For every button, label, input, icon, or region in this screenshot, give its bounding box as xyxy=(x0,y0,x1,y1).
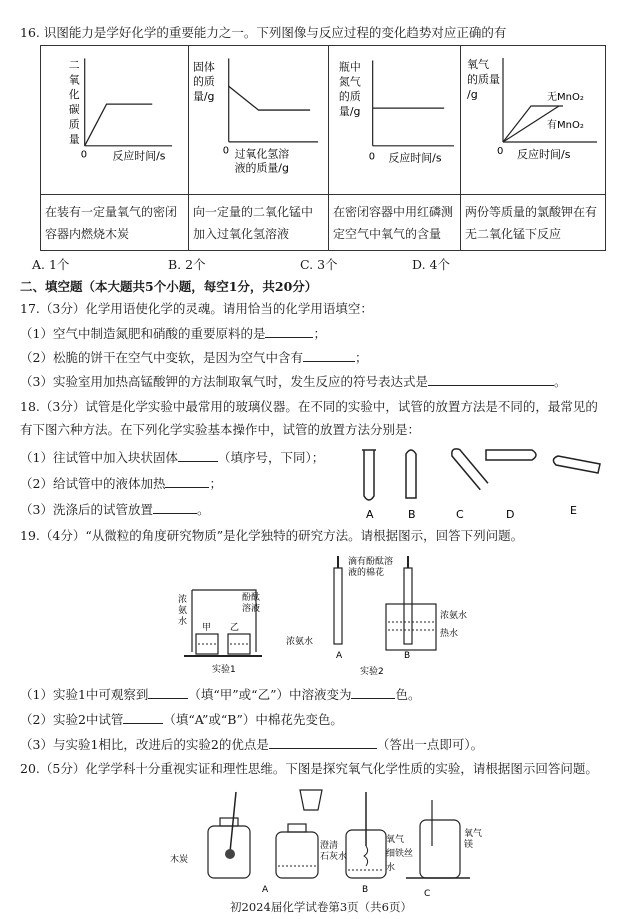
g1-y0: 二 xyxy=(68,58,80,72)
g4-legend-yes: 有MnO₂ xyxy=(547,120,584,131)
q16-desc-4: 两份等质量的氯酸钾在有无二氧化锰下反应 xyxy=(461,194,605,250)
q17-item-1: （1）空气中制造氮肥和硝酸的重要原料的是 ； xyxy=(20,326,326,341)
g4-y2: /g xyxy=(467,88,478,101)
q17-item-3-text: （3）实验室用加热高锰酸钾的方法制取氧气时，发生反应的符号表达式是 xyxy=(20,374,428,389)
section-heading: 二、填空题（本大题共5个小题，每空1分，共20分） xyxy=(20,279,318,294)
q18-item-1-text: （1）往试管中加入块状固体 xyxy=(20,450,178,465)
q19-item-1-text: （1）实验1中可观察到 xyxy=(20,687,149,702)
q17-item-3: （3）实验室用加热高锰酸钾的方法制取氧气时，发生反应的符号表达式是 。 xyxy=(20,374,567,389)
tube-label-c: C xyxy=(456,508,464,521)
g1-y2: 化 xyxy=(68,88,80,102)
tube-b-icon xyxy=(406,450,416,498)
g3-y0: 瓶中 xyxy=(338,60,361,74)
q18-item-1-suffix: （填序号，下同）； xyxy=(217,450,325,465)
exp1-right-label-0: 酚酞 xyxy=(242,593,261,603)
g2-xlabel-0: 过氧化氢溶 xyxy=(234,147,290,161)
q19-item-3-end: （答出一点即可）。 xyxy=(376,737,484,752)
g1-y3: 碳 xyxy=(68,103,80,117)
q19-item-1 xyxy=(20,685,420,704)
g1-y1: 氧 xyxy=(68,73,80,87)
q16-cell-3 xyxy=(329,46,461,250)
q19-item-2-end: （填“A”或“B”）中棉花先变色。 xyxy=(163,712,343,727)
q20-stem: 20.（5分）化学学科十分重视实证和理性思维。下图是探究氧气化学性质的实验，请根据图示回答问题。 xyxy=(20,761,598,776)
q16-graph-2 xyxy=(189,46,328,194)
label-water: 水 xyxy=(386,863,396,873)
g2-origin: 0 xyxy=(222,145,230,157)
fig-a-icon xyxy=(208,792,250,878)
q18-blank-3[interactable] xyxy=(153,500,197,514)
exp2-cotton-label-0: 滴有酚酞溶 xyxy=(348,557,394,567)
q17-item-1-text: （1）空气中制造氮肥和硝酸的重要原料的是 xyxy=(20,326,266,341)
q16-option-b[interactable]: B. 2个 xyxy=(168,257,206,272)
exp1-left-label-2: 水 xyxy=(178,617,188,627)
q19-item-1-end: 色。 xyxy=(395,687,421,702)
g2-y0: 固体 xyxy=(192,60,215,74)
exp2-ammonia-label: 浓氨水 xyxy=(440,611,468,621)
q17-blank-2[interactable] xyxy=(303,348,355,362)
exp2-ammonia-left: 浓氨水 xyxy=(286,637,314,647)
q17-blank-1[interactable] xyxy=(265,324,313,338)
g4-legend-no: 无MnO₂ xyxy=(547,92,584,103)
q17-item-2-text: （2）松脆的饼干在空气中变软，是因为空气中含有 xyxy=(20,350,303,365)
q17-blank-3[interactable] xyxy=(428,372,554,386)
exp2-caption: 实验2 xyxy=(360,667,384,677)
q16-cell-2 xyxy=(189,46,329,250)
tube-e-icon xyxy=(553,456,600,473)
tube-label-d: D xyxy=(506,508,515,521)
exp2-hot-water: 热水 xyxy=(440,629,459,639)
exp1-yi: 乙 xyxy=(230,623,240,633)
g4-y0: 氧气 xyxy=(467,58,489,71)
q16-graph-1 xyxy=(41,46,188,194)
q16-option-a[interactable]: A. 1个 xyxy=(32,257,70,272)
q16-g1-ylabel xyxy=(69,58,80,145)
tube-d-icon xyxy=(486,450,536,460)
page-footer: 初2024届化学试卷第3页（共6页） xyxy=(230,900,412,914)
label-oxygen-bottle-0: 氧气 xyxy=(464,829,483,839)
q17-stem: 17.（3分）化学用语使化学的灵魂。请用恰当的化学用语填空： xyxy=(20,301,373,316)
g3-y3: 量/g xyxy=(338,105,361,119)
label-charcoal: 木炭 xyxy=(170,855,189,865)
q16-desc-2: 向一定量的二氧化锰中加入过氧化氢溶液 xyxy=(189,194,328,250)
label-wire: 细铁丝 xyxy=(386,849,414,859)
q16-graph-3 xyxy=(329,46,460,194)
q18-item-2-text: （2）给试管中的液体加热 xyxy=(20,476,166,491)
q19-blank-4[interactable] xyxy=(269,735,377,749)
g4-origin: 0 xyxy=(497,146,504,157)
q18-item-3: （3）洗涤后的试管放置 。 xyxy=(20,502,210,517)
g4-xlabel: 反应时间/s xyxy=(517,148,571,161)
q18-item-3-text: （3）洗涤后的试管放置 xyxy=(20,502,153,517)
g1-origin: 0 xyxy=(80,149,88,161)
label-limewater-1: 石灰水 xyxy=(320,852,348,862)
q19-experiment-1 xyxy=(176,580,268,682)
q16-cell-1 xyxy=(41,46,189,250)
q16-graph-4 xyxy=(461,46,605,194)
g1-xlabel: 反应时间/s xyxy=(112,149,166,163)
q16-desc-3: 在密闭容器中用红磷测定空气中氧气的含量 xyxy=(329,194,460,250)
q19-item-3 xyxy=(20,735,483,754)
q19-item-2-text: （2）实验2中试管 xyxy=(20,712,124,727)
q16-cell-4 xyxy=(461,46,605,250)
q18-blank-1[interactable] xyxy=(178,448,218,462)
q16-option-c[interactable]: C. 3个 xyxy=(300,257,338,272)
fig-label-b: B xyxy=(362,885,369,895)
exp1-left-label-1: 氨 xyxy=(178,606,188,616)
q16-graph-table xyxy=(40,45,606,251)
exp1-left-label-0: 浓 xyxy=(178,595,188,605)
q16-desc-1: 在装有一定量氧气的密闭容器内燃烧木炭 xyxy=(41,194,188,250)
q19-item-3-text: （3）与实验1相比，改进后的实验2的优点是 xyxy=(20,737,269,752)
tube-label-e: E xyxy=(570,504,577,517)
fig-c-icon xyxy=(406,800,470,878)
g3-xlabel: 反应时间/s xyxy=(388,151,442,165)
q19-item-2 xyxy=(20,710,343,729)
g3-y1: 氮气 xyxy=(338,75,361,89)
exp1-right-label-1: 溶液 xyxy=(242,604,261,614)
q16-stem: 16. 识图能力是学好化学的重要能力之一。下列图像与反应过程的变化趋势对应正确的有 xyxy=(20,25,507,40)
q20-figure xyxy=(170,782,500,900)
q19-blank-3[interactable] xyxy=(123,710,163,724)
g3-y2: 的质 xyxy=(338,90,361,104)
q19-blank-1[interactable] xyxy=(148,685,188,699)
label-oxygen-bottle-1: 镁 xyxy=(464,840,474,850)
exp1-jia: 甲 xyxy=(202,623,212,633)
q19-experiment-2 xyxy=(284,548,474,680)
q19-item-1-mid: （填“甲”或“乙”）中溶液变为 xyxy=(188,687,352,702)
g1-y4: 质 xyxy=(68,117,80,131)
g2-xlabel-1: 液的质量/g xyxy=(234,161,289,175)
g4-y1: 的质量 xyxy=(467,73,500,86)
fig-label-c: C xyxy=(424,889,431,899)
tube-c-icon xyxy=(449,447,488,490)
exp2-b: B xyxy=(404,651,411,661)
q16-option-d[interactable]: D. 4个 xyxy=(412,257,450,272)
g3-origin: 0 xyxy=(368,151,376,163)
label-oxygen: 氧气 xyxy=(386,835,405,845)
q18-blank-2[interactable] xyxy=(165,474,209,488)
q18-item-1 xyxy=(20,448,324,467)
q19-blank-2[interactable] xyxy=(351,685,395,699)
tube-label-b: B xyxy=(408,508,416,521)
q18-stem-1: 18.（3分）试管是化学实验中最常用的玻璃仪器。在不同的实验中，试管的放置方法是不同的，最常见的 xyxy=(20,399,598,414)
q18-item-2: （2）给试管中的液体加热 ； xyxy=(20,476,222,491)
fig-a2-icon xyxy=(276,790,322,878)
label-limewater-0: 澄清 xyxy=(320,841,339,851)
g1-y5: 量 xyxy=(68,132,80,146)
exp1-caption: 实验1 xyxy=(212,665,236,675)
tube-a-icon xyxy=(362,450,376,500)
q19-stem: 19.（4分）“从微粒的角度研究物质”是化学独特的研究方法。请根据图示，回答下列问题。 xyxy=(20,528,524,543)
q18-test-tube-figure xyxy=(352,440,622,522)
fig-label-a: A xyxy=(262,885,269,895)
g2-y1: 的质 xyxy=(192,75,215,89)
q18-stem-2: 有下图六种方法。在下列化学实验基本操作中，试管的放置方法分别是： xyxy=(20,422,421,437)
exp2-cotton-label-1: 液的棉花 xyxy=(348,568,385,578)
exp2-a: A xyxy=(336,651,343,661)
fig-b-icon xyxy=(346,792,386,878)
q17-item-2: （2）松脆的饼干在空气中变软，是因为空气中含有 ； xyxy=(20,350,368,365)
tube-label-a: A xyxy=(366,508,374,521)
g2-y2: 量/g xyxy=(192,90,215,104)
